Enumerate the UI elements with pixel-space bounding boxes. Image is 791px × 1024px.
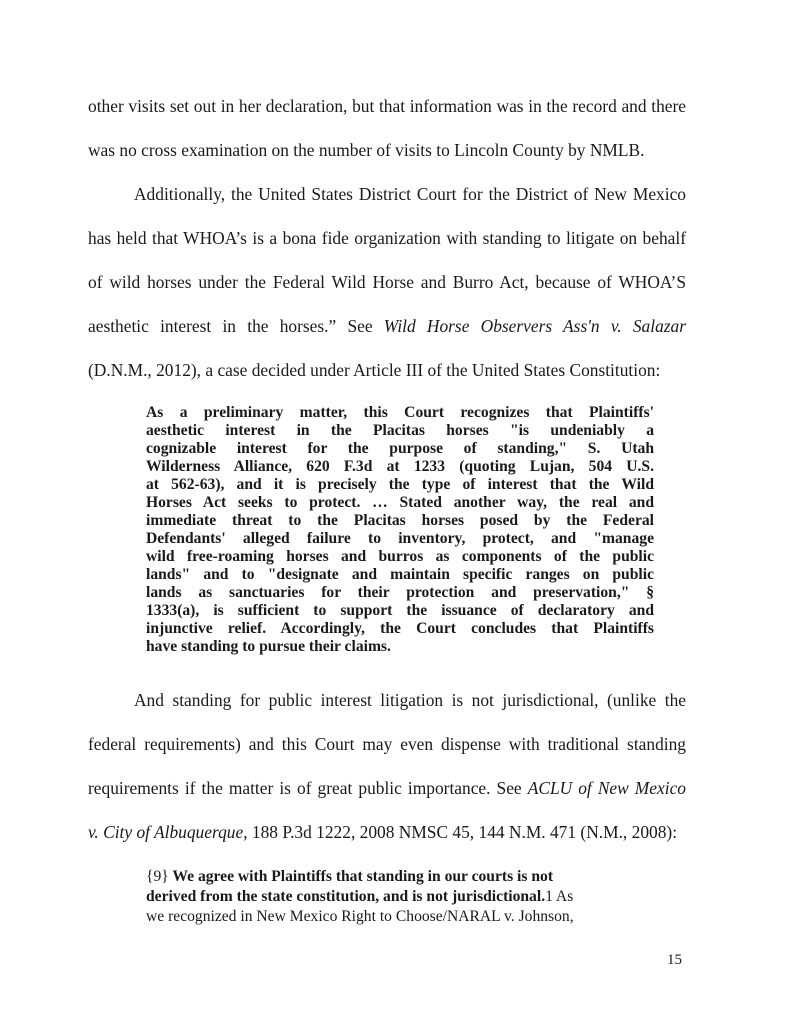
case-citation: v. City of Albuquerque: [88, 822, 244, 842]
quote-line: Horses Act seeks to protect. … Stated another way, the real and: [146, 494, 654, 511]
paragraph-line: [88, 316, 686, 336]
paragraph-text: , 188 P.3d 1222, 2008 NMSC 45, 144 N.M. 471 (N.M., 2008):: [243, 822, 678, 842]
paragraph-line: (D.N.M., 2012), a case decided under Article III of the United States Constitution:: [88, 360, 661, 380]
quote-line: As a preliminary matter, this Court recognizes that Plaintiffs': [146, 404, 654, 421]
paragraph-text: requirements if the matter is of great public importance. See: [88, 778, 528, 798]
paragraph-line: [88, 822, 686, 842]
quote-line: cognizable interest for the purpose of standing," S. Utah: [146, 440, 654, 457]
paragraph-line: of wild horses under the Federal Wild Horse and Burro Act, because of WHOA’S: [88, 272, 686, 292]
quote-line: have standing to pursue their claims.: [146, 638, 391, 655]
quote-line: wild free-roaming horses and burros as components of the public: [146, 548, 654, 565]
quote-line: we recognized in New Mexico Right to Choose/NARAL v. Johnson,: [146, 908, 574, 925]
quote-line: aesthetic interest in the Placitas horses "is undeniably a: [146, 422, 654, 439]
paragraph-line: has held that WHOA’s is a bona fide organization with standing to litigate on behalf: [88, 228, 686, 248]
paragraph-line: other visits set out in her declaration, but that information was in the record and there: [88, 96, 686, 116]
quote-line: lands" and to "designate and maintain specific ranges on public: [146, 566, 654, 583]
quote-line: Wilderness Alliance, 620 F.3d at 1233 (quoting Lujan, 504 U.S.: [146, 458, 654, 475]
quote-text: derived from the state constitution, and is not jurisdictional.: [146, 888, 546, 905]
quote-line: [146, 868, 654, 886]
case-citation: Wild Horse Observers Ass'n v. Salazar: [383, 316, 687, 336]
quote-line: immediate threat to the Placitas horses posed by the Federal: [146, 512, 654, 529]
footnote-reference: 1 As: [545, 888, 574, 905]
quote-line: at 562-63), and it is precisely the type of interest that the Wild: [146, 476, 654, 493]
paragraph-line: And standing for public interest litigation is not jurisdictional, (unlike the: [134, 690, 686, 710]
paragraph-line: was no cross examination on the number of visits to Lincoln County by NMLB.: [88, 140, 645, 160]
paragraph-line: federal requirements) and this Court may even dispense with traditional standing: [88, 734, 686, 754]
quote-line: injunctive relief. Accordingly, the Court concludes that Plaintiffs: [146, 620, 654, 637]
page-number: 15: [667, 952, 682, 968]
quote-line: lands as sanctuaries for their protection and preservation," §: [146, 584, 654, 601]
quote-text: We agree with Plaintiffs that standing in our courts is not: [168, 868, 554, 885]
quote-line: 1333(a), is sufficient to support the issuance of declaratory and: [146, 602, 654, 619]
paragraph-text: aesthetic interest in the horses.” See: [88, 316, 384, 336]
paragraph-line: Additionally, the United States District Court for the District of New Mexico: [134, 184, 686, 204]
quote-line: Defendants' alleged failure to inventory, protect, and "manage: [146, 530, 654, 547]
case-citation: ACLU of New Mexico: [527, 778, 686, 798]
paragraph-line: [88, 778, 686, 798]
paragraph-number: {9}: [146, 868, 169, 885]
quote-line: [146, 888, 654, 906]
